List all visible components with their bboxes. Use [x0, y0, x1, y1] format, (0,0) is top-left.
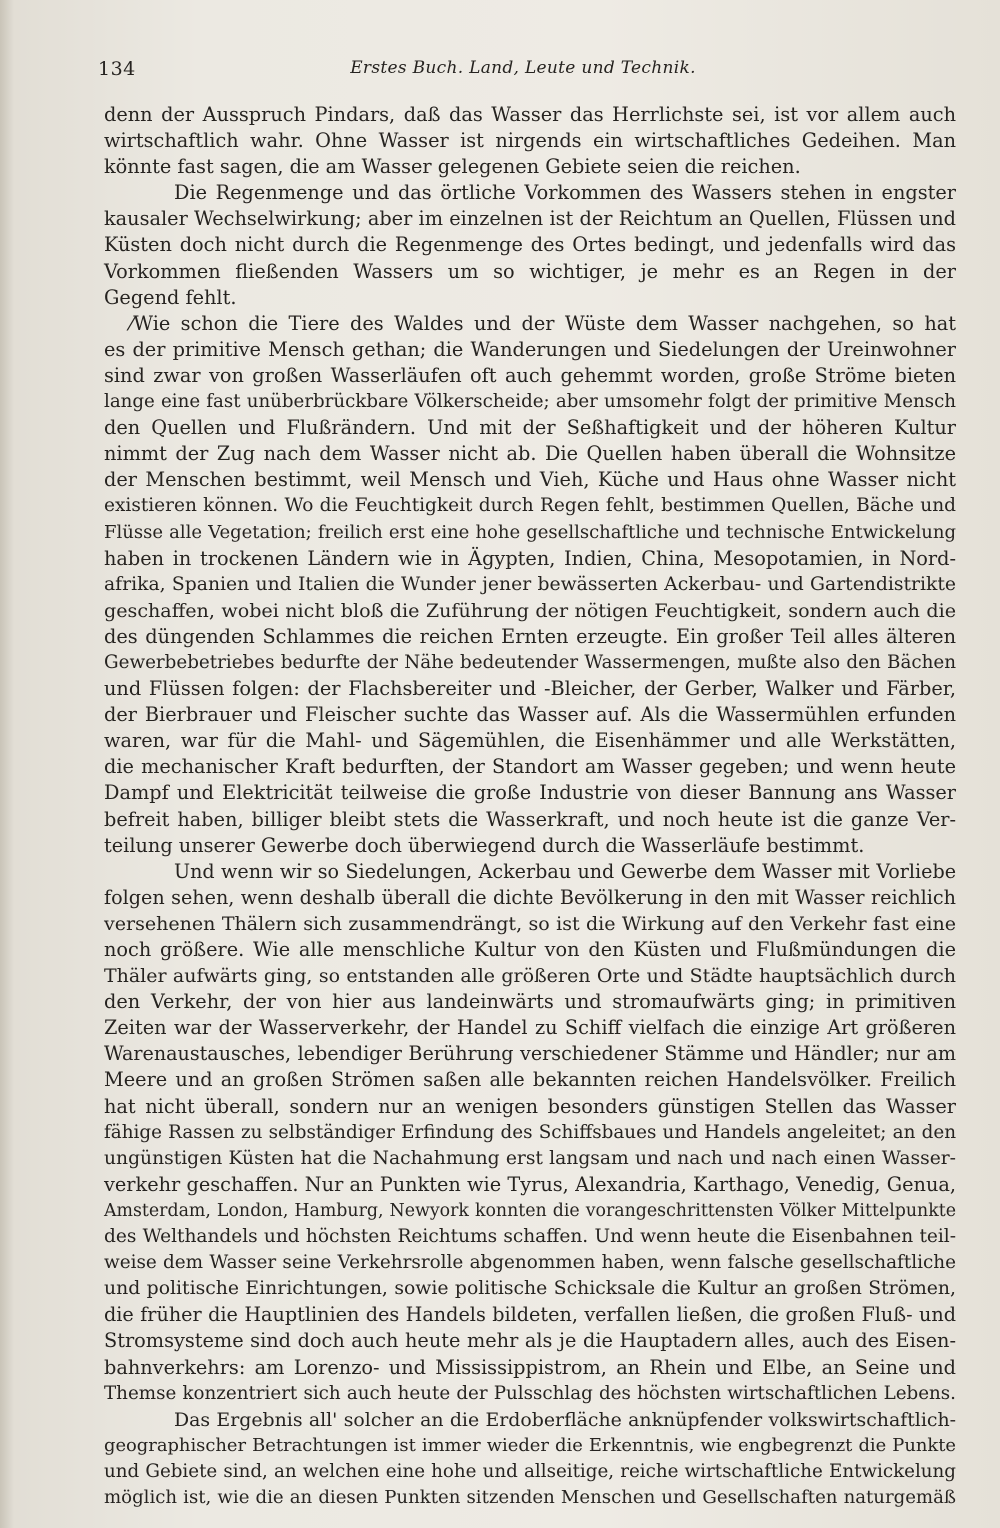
text-line: Die Regenmenge und das örtliche Vorkommen des Wassers stehen in engster: [174, 181, 956, 205]
text-line: des Welthandels und höchsten Reichtums schaffen. Und wenn heute die Eisenbahnen teil-: [104, 1226, 956, 1248]
text-line: versehenen Thälern sich zusammendrängt, so ist die Wirkung auf den Verkehr fast eine: [104, 912, 956, 935]
text-line: die mechanischer Kraft bedurften, der Standort am Wasser gegeben; und wenn heute: [104, 755, 956, 779]
text-line: Zeiten war der Wasserverkehr, der Handel zu Schiff vielfach die einzige Art größeren: [104, 1016, 956, 1040]
text-line: verkehr geschaffen. Nur an Punkten wie Tyrus, Alexandria, Karthago, Venedig, Genua,: [104, 1172, 956, 1196]
text-line: Und wenn wir so Siedelungen, Ackerbau und Gewerbe dem Wasser mit Vorliebe: [174, 859, 956, 883]
text-line: haben in trockenen Ländern wie in Ägypten, Indien, China, Mesopotamien, in Nord-: [104, 546, 956, 570]
text-line: wirtschaftlich wahr. Ohne Wasser ist nirgends ein wirtschaftliches Gedeihen. Man: [104, 129, 956, 153]
text-line: denn der Ausspruch Pindars, daß das Wasser das Herrlichste sei, ist vor allem auch: [104, 103, 956, 126]
text-line: ungünstigen Küsten hat die Nachahmung erst langsam und nach und nach einen Wasser-: [104, 1147, 956, 1169]
text-line: Vorkommen fließenden Wassers um so wichtiger, je mehr es an Regen in der: [104, 259, 956, 283]
text-line: geographischer Betrachtungen ist immer wieder die Erkenntnis, wie engbegrenzt die Punkte: [104, 1434, 956, 1456]
text-line: ⁄Wie schon die Tiere des Waldes und der Wüste dem Wasser nachgehen, so hat: [130, 311, 956, 335]
text-line: hat nicht überall, sondern nur an wenigen besonders günstigen Stellen das Wasser: [104, 1094, 956, 1118]
text-line: Thäler aufwärts ging, so entstanden alle größeren Orte und Städte hauptsächlich durch: [104, 965, 956, 988]
text-line: und Flüssen folgen: der Flachsbereiter und -Bleicher, der Gerber, Walker und Färber,: [104, 677, 956, 701]
text-line: befreit haben, billiger bleibt stets die Wasserkraft, und noch heute ist die ganze Ver-: [104, 807, 956, 831]
text-line: Dampf und Elektricität teilweise die große Industrie von dieser Bannung ans Wasser: [104, 781, 956, 805]
text-line: bahnverkehrs: am Lorenzo- und Mississippistrom, an Rhein und Elbe, an Seine und: [104, 1355, 956, 1379]
text-line: Amsterdam, London, Hamburg, Newyork konnten die vorangeschrittensten Völker Mittelpunkte: [104, 1200, 956, 1221]
text-line: waren, war für die Mahl- und Sägemühlen, die Eisenhämmer und alle Werkstätten,: [104, 729, 956, 753]
text-line: fähige Rassen zu selbständiger Erfindung des Schiffsbaues und Handels angeleitet; an den: [104, 1121, 956, 1143]
page-gutter-shadow: [0, 0, 14, 1528]
text-line: Flüsse alle Vegetation; freilich erst eine hohe gesellschaftliche und technische Entwickelung: [104, 521, 956, 543]
text-line: könnte fast sagen, die am Wasser gelegenen Gebiete seien die reichen.: [104, 155, 801, 179]
text-line: lange eine fast unüberbrückbare Völkerscheide; aber umsomehr folgt der primitive Mensch: [104, 391, 956, 413]
text-line: existieren können. Wo die Feuchtigkeit durch Regen fehlt, bestimmen Quellen, Bäche und: [104, 495, 956, 517]
text-line: den Quellen und Flußrändern. Und mit der Seßhaftigkeit und der höheren Kultur: [104, 416, 956, 440]
text-line: möglich ist, wie die an diesen Punkten sitzenden Menschen und Gesellschaften naturgemäß: [104, 1486, 956, 1508]
text-line: sind zwar von großen Wasserläufen oft auch gehemmt worden, große Ströme bieten: [104, 363, 956, 387]
text-line: nimmt der Zug nach dem Wasser nicht ab. Die Quellen haben überall die Wohnsitze: [104, 442, 956, 466]
text-line: Küsten doch nicht durch die Regenmenge des Ortes bedingt, und jedenfalls wird das: [104, 233, 956, 257]
text-line: geschaffen, wobei nicht bloß die Zuführung der nötigen Feuchtigkeit, sondern auch die: [104, 598, 956, 622]
text-line: es der primitive Mensch gethan; die Wanderungen und Siedelungen der Ureinwohner: [104, 337, 956, 361]
text-line: afrika, Spanien und Italien die Wunder jener bewässerten Ackerbau- und Gartendistrikte: [104, 573, 956, 595]
text-line: der Bierbrauer und Fleischer suchte das Wasser auf. Als die Wassermühlen erfunden: [104, 703, 956, 727]
text-line: Gewerbebetriebes bedurfte der Nähe bedeutender Wassermengen, mußte also den Bächen: [104, 651, 956, 673]
page-header: [98, 58, 948, 88]
text-line: Stromsysteme sind doch auch heute mehr als je die Hauptadern alles, auch des Eisen-: [104, 1329, 956, 1353]
text-line: Themse konzentriert sich auch heute der Pulsschlag des höchsten wirtschaftlichen Lebens.: [104, 1382, 956, 1404]
text-line: und Gebiete sind, an welchen eine hohe und allseitige, reiche wirtschaftliche Entwickelung: [104, 1460, 956, 1482]
text-line: des düngenden Schlammes die reichen Ernten erzeugte. Ein großer Teil alles älteren: [104, 624, 956, 648]
text-line: folgen sehen, wenn deshalb überall die dichte Bevölkerung in den mit Wasser reichlich: [104, 885, 956, 909]
text-line: Meere und an großen Strömen saßen alle bekannten reichen Handelsvölker. Freilich: [104, 1068, 956, 1092]
page-number: 134: [98, 58, 136, 80]
text-line: weise dem Wasser seine Verkehrsrolle abgenommen haben, wenn falsche gesellschaftliche: [104, 1252, 956, 1274]
body-text: [104, 102, 956, 1511]
text-line: der Menschen bestimmt, weil Mensch und Vieh, Küche und Haus ohne Wasser nicht: [104, 468, 956, 492]
text-line: teilung unserer Gewerbe doch überwiegend durch die Wasserläufe bestimmt.: [104, 833, 865, 857]
text-line: Gegend fehlt.: [104, 285, 237, 309]
text-line: noch größere. Wie alle menschliche Kultur von den Küsten und Flußmündungen die: [104, 938, 956, 961]
text-line: und politische Einrichtungen, sowie politische Schicksale die Kultur an großen Strömen,: [104, 1278, 956, 1300]
text-line: die früher die Hauptlinien des Handels bildeten, verfallen ließen, die großen Fluß- und: [104, 1303, 956, 1327]
running-title: Erstes Buch. Land, Leute und Technik.: [350, 58, 696, 78]
text-line: kausaler Wechselwirkung; aber im einzelnen ist der Reichtum an Quellen, Flüssen und: [104, 207, 956, 231]
text-line: Warenaustausches, lebendiger Berührung verschiedener Stämme und Händler; nur am: [104, 1042, 956, 1066]
text-line: Das Ergebnis all' solcher an die Erdoberfläche anknüpfender volkswirtschaftlich-: [174, 1408, 956, 1431]
text-line: den Verkehr, der von hier aus landeinwärts und stromaufwärts ging; in primitiven: [104, 990, 956, 1014]
